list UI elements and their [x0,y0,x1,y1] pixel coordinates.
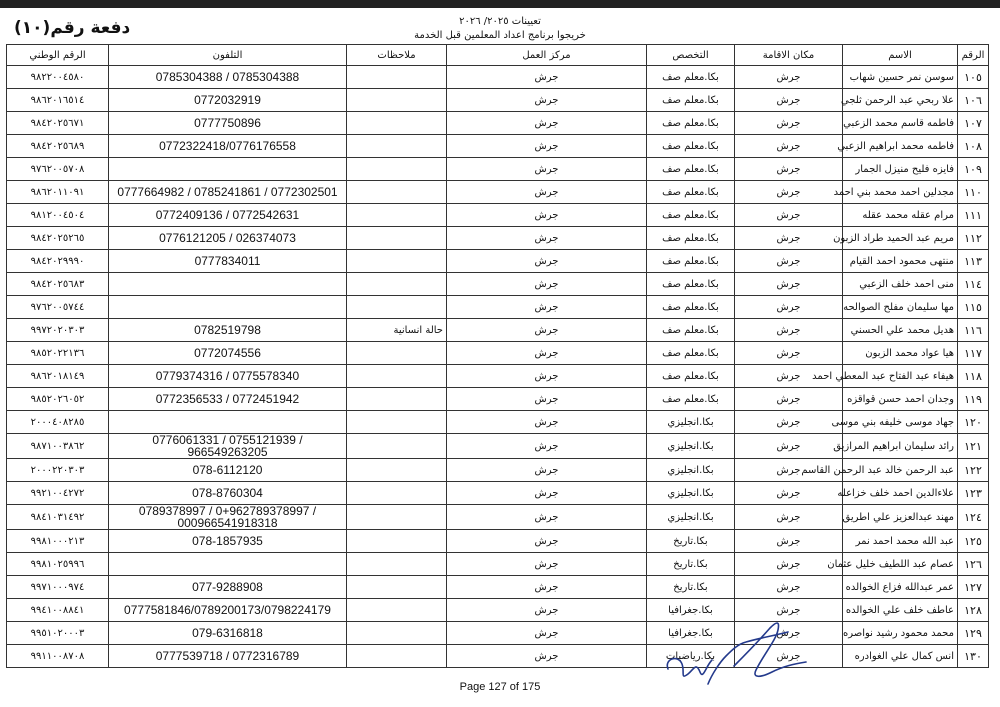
cell-num: ١٢٠ [958,411,989,434]
cell-spec: بكا.تاريخ [647,576,735,599]
cell-name: مريم عبد الحميد طراد الزبون [843,227,958,250]
cell-notes [347,342,447,365]
cell-phone: 0777581846/0789200173/0798224179 [109,599,347,622]
cell-work: جرش [447,411,647,434]
cell-num: ١٢٨ [958,599,989,622]
cell-spec: بكا.معلم صف [647,181,735,204]
cell-natid: ٩٩٤١٠٠٨٨٤١ [7,599,109,622]
cell-work: جرش [447,365,647,388]
cell-spec: بكا.انجليزي [647,482,735,505]
table-row [7,645,989,668]
cell-natid: ٩٨٥٢٠٢٦٠٥٢ [7,388,109,411]
cell-notes [347,112,447,135]
cell-work: جرش [447,250,647,273]
cell-natid: ٩٨١٢٠٠٤٥٠٤ [7,204,109,227]
cell-loc: جرش [735,434,843,459]
cell-spec: بكا.معلم صف [647,204,735,227]
cell-natid: ٢٠٠٠٢٢٠٣٠٣ [7,459,109,482]
cell-loc: جرش [735,112,843,135]
cell-phone: 0779374316 / 0775578340 [109,365,347,388]
cell-spec: بكا.معلم صف [647,342,735,365]
cell-spec: بكا.معلم صف [647,319,735,342]
cell-phone: 0777750896 [109,112,347,135]
cell-notes [347,296,447,319]
cell-num: ١٢٣ [958,482,989,505]
cell-notes [347,365,447,388]
cell-phone: 0772409136 / 0772542631 [109,204,347,227]
cell-notes [347,482,447,505]
cell-num: ١٢٤ [958,505,989,530]
col-header-natid: الرقم الوطني [7,45,109,66]
cell-phone [109,158,347,181]
cell-name: عبد الرحمن خالد عبد الرحمن القاسم [843,459,958,482]
document-title: تعيينات ٢٠٢٥/ ٢٠٢٦ [459,16,541,27]
cell-loc: جرش [735,459,843,482]
cell-num: ١٠٨ [958,135,989,158]
cell-work: جرش [447,599,647,622]
table-row [7,576,989,599]
cell-natid: ٩٨٧١٠٠٣٨٦٢ [7,434,109,459]
cell-phone [109,411,347,434]
table-row [7,365,989,388]
cell-name: منى احمد خلف الزعبي [843,273,958,296]
cell-loc: جرش [735,645,843,668]
cell-spec: بكا.معلم صف [647,158,735,181]
cell-loc: جرش [735,482,843,505]
cell-name: عصام عبد اللطيف خليل عثمان [843,553,958,576]
cell-num: ١١٩ [958,388,989,411]
cell-phone: 0777834011 [109,250,347,273]
cell-natid: ٩٩٨١٠٢٥٩٩٦ [7,553,109,576]
cell-work: جرش [447,89,647,112]
cell-spec: بكا.معلم صف [647,227,735,250]
cell-name: انس كمال علي الغوادره [843,645,958,668]
cell-name: هيا عواد محمد الزبون [843,342,958,365]
cell-loc: جرش [735,135,843,158]
cell-notes [347,622,447,645]
cell-spec: بكا.انجليزي [647,505,735,530]
cell-phone: 0772356533 / 0772451942 [109,388,347,411]
table-row [7,482,989,505]
cell-phone: 0777539718 / 0772316789 [109,645,347,668]
cell-natid: ٩٨٥٢٠٢٢١٣٦ [7,342,109,365]
cell-phone: 078-6112120 [109,459,347,482]
cell-notes [347,227,447,250]
cell-loc: جرش [735,89,843,112]
cell-loc: جرش [735,553,843,576]
col-header-spec: التخصص [647,45,735,66]
cell-natid: ٩٨٦٢٠١١٠٩١ [7,181,109,204]
cell-loc: جرش [735,411,843,434]
cell-name: رائد سليمان ابراهيم المرازيق [843,434,958,459]
table-row [7,530,989,553]
table-row [7,296,989,319]
cell-notes [347,388,447,411]
cell-loc: جرش [735,622,843,645]
cell-phone: 0776061331 / 0755121939 / 966549263205 [109,434,347,459]
cell-loc: جرش [735,365,843,388]
cell-work: جرش [447,482,647,505]
cell-name: محمد محمود رشيد نواصره [843,622,958,645]
cell-phone: 0789378997 / 0+962789378997 / 000966541918318 [109,505,347,530]
cell-notes [347,204,447,227]
cell-name: فاطمه قاسم محمد الزعبي [843,112,958,135]
cell-spec: بكا.معلم صف [647,89,735,112]
cell-name: سوسن نمر حسين شهاب [843,66,958,89]
cell-name: فاطمه محمد ابراهيم الزعبي [843,135,958,158]
cell-num: ١١٣ [958,250,989,273]
cell-notes [347,411,447,434]
cell-name: مرام عقله محمد عقله [843,204,958,227]
cell-name: فايزه فليح منيزل الجمار [843,158,958,181]
cell-natid: ٩٩٥١٠٢٠٠٠٣ [7,622,109,645]
cell-work: جرش [447,553,647,576]
cell-work: جرش [447,112,647,135]
cell-work: جرش [447,319,647,342]
cell-spec: بكا.معلم صف [647,66,735,89]
cell-notes [347,645,447,668]
table-row [7,342,989,365]
table-row [7,135,989,158]
cell-spec: بكا.انجليزي [647,411,735,434]
cell-work: جرش [447,66,647,89]
cell-loc: جرش [735,66,843,89]
cell-num: ١٢٧ [958,576,989,599]
cell-work: جرش [447,388,647,411]
table-row [7,505,989,530]
cell-work: جرش [447,296,647,319]
table-row [7,89,989,112]
cell-num: ١١٨ [958,365,989,388]
cell-num: ١١٦ [958,319,989,342]
cell-loc: جرش [735,273,843,296]
cell-notes [347,89,447,112]
cell-spec: بكا.جغرافيا [647,622,735,645]
cell-natid: ٩٩١١٠٠٨٧٠٨ [7,645,109,668]
cell-phone: 078-8760304 [109,482,347,505]
table-row [7,622,989,645]
cell-name: مجدلين احمد محمد بني احمد [843,181,958,204]
cell-notes [347,599,447,622]
table-row [7,434,989,459]
cell-natid: ٩٩٨١٠٠٠٢١٣ [7,530,109,553]
cell-spec: بكا.معلم صف [647,135,735,158]
cell-work: جرش [447,158,647,181]
cell-notes [347,158,447,181]
cell-name: هديل محمد علي الحسني [843,319,958,342]
cell-phone: 0772074556 [109,342,347,365]
cell-natid: ٩٨٤٢٠٢٥٢٦٥ [7,227,109,250]
cell-spec: بكا.معلم صف [647,273,735,296]
cell-num: ١٢١ [958,434,989,459]
table-row [7,158,989,181]
table-row [7,459,989,482]
cell-work: جرش [447,227,647,250]
cell-natid: ٩٨٦٢٠١٦٥١٤ [7,89,109,112]
table-row [7,112,989,135]
cell-phone: 0776121205 / 026374073 [109,227,347,250]
cell-notes [347,505,447,530]
cell-work: جرش [447,181,647,204]
table-row [7,227,989,250]
cell-notes [347,553,447,576]
cell-spec: بكا.معلم صف [647,365,735,388]
col-header-work: مركز العمل [447,45,647,66]
cell-spec: بكا.جغرافيا [647,599,735,622]
cell-natid: ٩٨٤٢٠٢٩٩٩٠ [7,250,109,273]
appointments-table [6,44,989,668]
cell-num: ١٢٦ [958,553,989,576]
cell-work: جرش [447,505,647,530]
cell-loc: جرش [735,505,843,530]
cell-num: ١٠٧ [958,112,989,135]
cell-spec: بكا.معلم صف [647,388,735,411]
table-row [7,553,989,576]
table-row [7,599,989,622]
cell-loc: جرش [735,227,843,250]
cell-num: ١٢٥ [958,530,989,553]
cell-loc: جرش [735,158,843,181]
cell-num: ١٠٦ [958,89,989,112]
cell-loc: جرش [735,599,843,622]
cell-work: جرش [447,576,647,599]
cell-spec: بكا.معلم صف [647,250,735,273]
cell-loc: جرش [735,204,843,227]
table-row [7,319,989,342]
cell-work: جرش [447,342,647,365]
cell-loc: جرش [735,388,843,411]
page-number: Page 127 of 175 [459,681,541,693]
cell-spec: بكا.انجليزي [647,434,735,459]
cell-notes [347,434,447,459]
cell-loc: جرش [735,576,843,599]
cell-phone [109,553,347,576]
cell-num: ١٣٠ [958,645,989,668]
scan-top-edge [0,0,1000,8]
cell-notes: حالة انسانية [347,319,447,342]
cell-name: هيفاء عبد الفتاح عبد المعطي احمد [843,365,958,388]
cell-notes [347,530,447,553]
cell-natid: ٩٨٤٢٠٢٥٦٨٣ [7,273,109,296]
cell-natid: ٩٨٤٢٠٢٥٦٨٩ [7,135,109,158]
cell-name: عبد الله محمد احمد نمر [843,530,958,553]
cell-name: مهند عبدالعزيز علي اطريق [843,505,958,530]
cell-phone: 0785304388 / 0785304388 [109,66,347,89]
cell-name: وجدان احمد حسن قواقزه [843,388,958,411]
batch-number: دفعة رقم(١٠) [14,18,131,38]
cell-phone: 078-1857935 [109,530,347,553]
cell-notes [347,459,447,482]
cell-notes [347,273,447,296]
cell-natid: ٢٠٠٠٤٠٨٢٨٥ [7,411,109,434]
cell-name: جهاد موسى خليفه بني موسى [843,411,958,434]
cell-num: ١٠٥ [958,66,989,89]
cell-spec: بكا.رياضيات [647,645,735,668]
cell-spec: بكا.تاريخ [647,530,735,553]
cell-phone: 0772322418/0776176558 [109,135,347,158]
table-row [7,204,989,227]
cell-phone: 0782519798 [109,319,347,342]
cell-work: جرش [447,459,647,482]
cell-spec: بكا.معلم صف [647,296,735,319]
cell-work: جرش [447,434,647,459]
col-header-num: الرقم [958,45,989,66]
cell-num: ١١١ [958,204,989,227]
col-header-loc: مكان الاقامة [735,45,843,66]
cell-natid: ٩٧٦٢٠٠٥٧٠٨ [7,158,109,181]
cell-loc: جرش [735,319,843,342]
cell-loc: جرش [735,530,843,553]
col-header-phone: التلفون [109,45,347,66]
table-row [7,411,989,434]
cell-natid: ٩٨٤٢٠٢٥٦٧١ [7,112,109,135]
cell-work: جرش [447,645,647,668]
table-header-row [7,45,989,66]
cell-loc: جرش [735,250,843,273]
table-row [7,388,989,411]
table-row [7,273,989,296]
cell-natid: ٩٨٦٢٠١٨١٤٩ [7,365,109,388]
cell-name: عمر عبدالله فزاع الخوالده [843,576,958,599]
col-header-name: الاسم [843,45,958,66]
cell-name: مها سليمان مفلح الصوالحه [843,296,958,319]
table-row [7,66,989,89]
cell-name: علا ربحي عبد الرحمن ثلجي [843,89,958,112]
cell-num: ١٠٩ [958,158,989,181]
cell-loc: جرش [735,181,843,204]
cell-spec: بكا.انجليزي [647,459,735,482]
cell-loc: جرش [735,296,843,319]
cell-notes [347,576,447,599]
cell-notes [347,66,447,89]
col-header-notes: ملاحظات [347,45,447,66]
cell-loc: جرش [735,342,843,365]
cell-phone [109,296,347,319]
cell-work: جرش [447,530,647,553]
table-row [7,250,989,273]
table-row [7,181,989,204]
cell-natid: ٩٩٢١٠٠٤٢٧٢ [7,482,109,505]
document-subtitle: خريجوا برنامج اعداد المعلمين قبل الخدمة [414,30,586,41]
cell-num: ١٢٢ [958,459,989,482]
cell-work: جرش [447,622,647,645]
cell-phone: 079-6316818 [109,622,347,645]
cell-name: علاءالدين احمد خلف خزاعله [843,482,958,505]
cell-natid: ٩٧٦٢٠٠٥٧٤٤ [7,296,109,319]
cell-name: منتهى محمود احمد القيام [843,250,958,273]
cell-natid: ٩٨٤١٠٣١٤٩٢ [7,505,109,530]
cell-natid: ٩٩٧١٠٠٠٩٧٤ [7,576,109,599]
cell-spec: بكا.تاريخ [647,553,735,576]
cell-work: جرش [447,135,647,158]
cell-spec: بكا.معلم صف [647,112,735,135]
cell-num: ١١٠ [958,181,989,204]
cell-phone: 077-9288908 [109,576,347,599]
cell-work: جرش [447,273,647,296]
cell-num: ١١٤ [958,273,989,296]
cell-notes [347,181,447,204]
cell-num: ١١٢ [958,227,989,250]
cell-num: ١٢٩ [958,622,989,645]
cell-work: جرش [447,204,647,227]
cell-phone [109,273,347,296]
cell-notes [347,250,447,273]
cell-phone: 0777664982 / 0785241861 / 0772302501 [109,181,347,204]
cell-natid: ٩٨٢٢٠٠٤٥٨٠ [7,66,109,89]
cell-num: ١١٧ [958,342,989,365]
cell-phone: 0772032919 [109,89,347,112]
cell-num: ١١٥ [958,296,989,319]
cell-notes [347,135,447,158]
cell-natid: ٩٩٧٢٠٢٠٣٠٣ [7,319,109,342]
cell-name: عاطف خلف علي الخوالده [843,599,958,622]
